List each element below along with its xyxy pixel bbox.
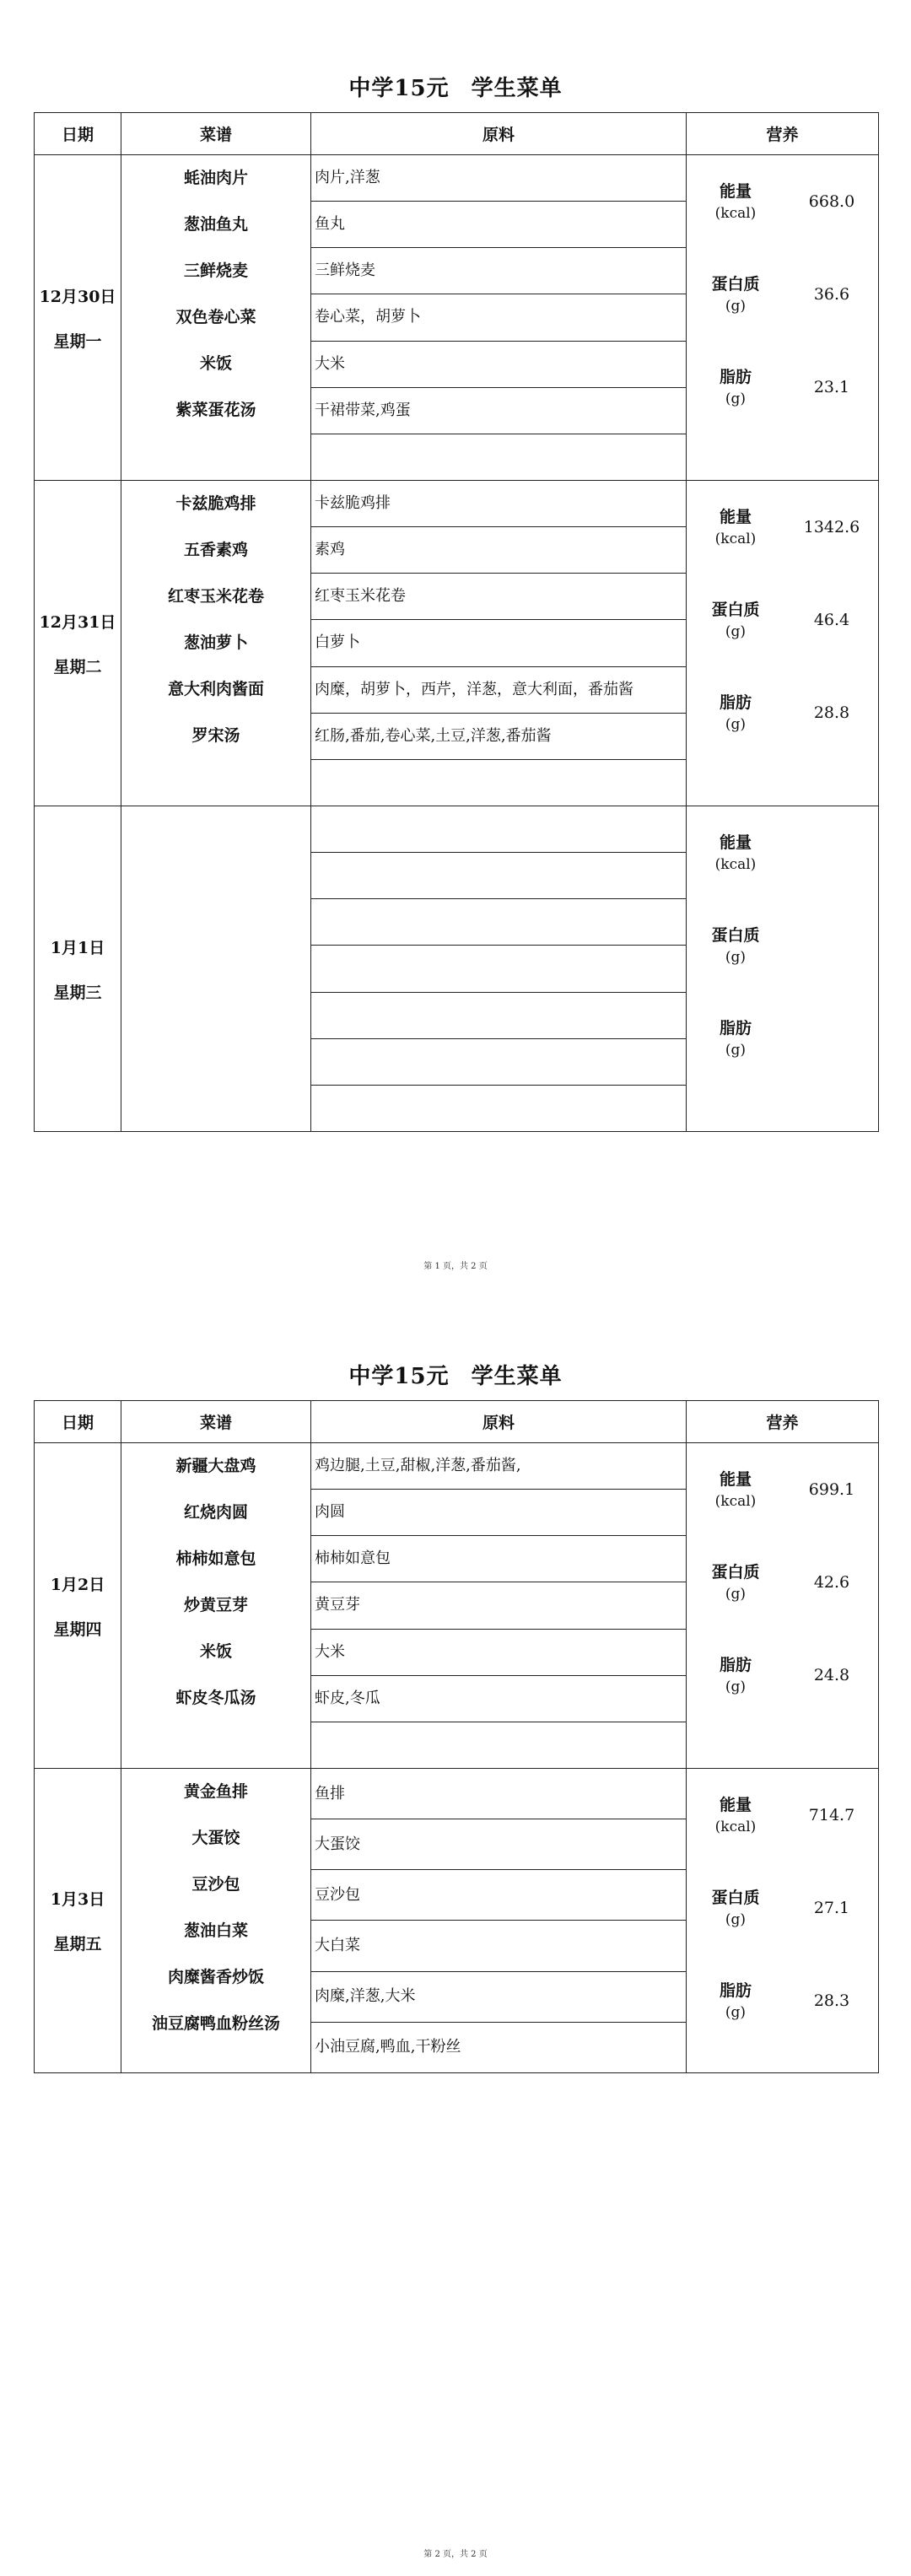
- fat-label: 脂肪 (g): [719, 368, 752, 407]
- dish-name: 黄金鱼排: [183, 1782, 248, 1801]
- energy-label: 能量 (kcal): [714, 1470, 757, 1510]
- ingredients-cell: 豆沙包: [311, 1870, 687, 1921]
- weekday: 星期二: [53, 657, 102, 676]
- energy-label: 能量 (kcal): [714, 508, 757, 547]
- dish-name: [121, 434, 310, 480]
- ingredients-cell: 肉片,洋葱: [311, 155, 687, 202]
- ingredients-cell: 虾皮,冬瓜: [311, 1675, 687, 1722]
- ingredients-cell: 红肠,番茄,卷心菜,土豆,洋葱,番茄酱: [311, 713, 687, 759]
- ingredients-cell: 大米: [311, 341, 687, 387]
- dish-name: 红枣玉米花卷: [167, 587, 264, 606]
- dish-name: [121, 853, 310, 899]
- header-menu: 菜谱: [121, 113, 311, 155]
- ingredients-cell: [311, 899, 687, 946]
- ingredients-cell: 白萝卜: [311, 620, 687, 666]
- dish-list: [121, 1443, 311, 1769]
- ingredients-cell: 三鲜烧麦: [311, 248, 687, 294]
- header-row: [35, 1401, 879, 1443]
- dish-name: [121, 946, 310, 992]
- fat-value: 23.1: [813, 378, 850, 396]
- ingredients-cell: [311, 434, 687, 480]
- energy-value: 699.1: [808, 1480, 855, 1499]
- date-cell: [35, 481, 121, 806]
- energy-value: 714.7: [808, 1806, 855, 1824]
- protein-label: 蛋白质 (g): [711, 601, 760, 640]
- dish-list: [121, 1769, 311, 2073]
- dish-name: 米饭: [199, 354, 232, 373]
- dish-name: [121, 759, 310, 806]
- ingredients-cell: [311, 759, 687, 806]
- dish-name: 新疆大盘鸡: [175, 1457, 256, 1475]
- energy-label: 能量 (kcal): [714, 1796, 757, 1835]
- date: 1月1日: [50, 938, 105, 957]
- fat-label: 脂肪 (g): [719, 693, 752, 733]
- dish-name: 蚝油肉片: [183, 169, 248, 187]
- protein-value: 36.6: [813, 285, 850, 304]
- dish-name: 红烧肉圆: [183, 1503, 248, 1522]
- ingredients-cell: 大白菜: [311, 1921, 687, 1971]
- header-ingredients: 原料: [311, 1401, 687, 1443]
- fat-value: 28.8: [813, 703, 850, 722]
- protein-label: 蛋白质 (g): [711, 926, 760, 966]
- weekday: 星期三: [53, 983, 102, 1002]
- dish-name: [121, 1085, 310, 1131]
- page-footer: 第 1 页，共 2 页: [423, 1262, 488, 1271]
- dish-name: [121, 806, 310, 853]
- energy-value: 1342.6: [803, 518, 860, 536]
- dish-name: 双色卷心菜: [175, 308, 256, 326]
- ingredients-cell: 大蛋饺: [311, 1819, 687, 1870]
- dish-name: 米饭: [199, 1642, 232, 1661]
- nutrition-cell: [687, 1443, 879, 1769]
- header-ingredients: 原料: [311, 113, 687, 155]
- ingredients-cell: 卷心菜，胡萝卜: [311, 294, 687, 341]
- page-title: 中学15元 学生菜单: [348, 1364, 563, 1389]
- energy-value: 668.0: [808, 192, 855, 211]
- page-footer: 第 2 页，共 2 页: [423, 2550, 488, 2559]
- day-row: [35, 806, 879, 853]
- date: 12月31日: [39, 612, 116, 632]
- dish-list: [121, 155, 311, 481]
- dish-name: 柿柿如意包: [175, 1549, 256, 1568]
- protein-label: 蛋白质 (g): [711, 1563, 760, 1603]
- fat-label: 脂肪 (g): [719, 1981, 752, 2021]
- date-cell: [35, 155, 121, 481]
- dish-name: [121, 992, 310, 1038]
- dish-name: [121, 899, 310, 946]
- nutrition-cell: [687, 155, 879, 481]
- protein-label: 蛋白质 (g): [711, 1889, 760, 1928]
- weekday: 星期五: [53, 1935, 102, 1954]
- header-date: 日期: [35, 1401, 121, 1443]
- dish-name: 大蛋饺: [191, 1829, 240, 1847]
- ingredients-cell: [311, 853, 687, 899]
- fat-value: 24.8: [813, 1666, 850, 1684]
- day-row: [35, 1443, 879, 1490]
- dish-list: [121, 481, 311, 806]
- ingredients-cell: [311, 1085, 687, 1131]
- protein-value: 42.6: [813, 1573, 850, 1592]
- protein-label: 蛋白质 (g): [711, 275, 760, 315]
- date-cell: [35, 1443, 121, 1769]
- dish-name: 葱油白菜: [183, 1921, 248, 1940]
- ingredients-cell: 鸡边腿,土豆,甜椒,洋葱,番茄酱,: [311, 1443, 687, 1490]
- page-2: [0, 1288, 911, 2576]
- dish-name: 葱油鱼丸: [183, 215, 248, 234]
- ingredients-cell: 卡兹脆鸡排: [311, 481, 687, 527]
- dish-list: [121, 806, 311, 1132]
- header-nutrition: 营养: [687, 1401, 879, 1443]
- header-nutrition: 营养: [687, 113, 879, 155]
- fat-value: 28.3: [813, 1991, 850, 2010]
- menu-table: [34, 1400, 879, 2073]
- protein-value: 27.1: [813, 1899, 850, 1917]
- ingredients-cell: [311, 1038, 687, 1085]
- ingredients-cell: 红枣玉米花卷: [311, 574, 687, 620]
- date: 12月30日: [39, 287, 116, 306]
- page-title: 中学15元 学生菜单: [348, 76, 563, 101]
- ingredients-cell: 鱼排: [311, 1769, 687, 1819]
- dish-name: 虾皮冬瓜汤: [175, 1689, 256, 1707]
- menu-table: [34, 112, 879, 1132]
- date-cell: [35, 806, 121, 1132]
- dish-name: 肉糜酱香炒饭: [167, 1968, 264, 1986]
- header-date: 日期: [35, 113, 121, 155]
- weekday: 星期四: [53, 1619, 102, 1639]
- fat-label: 脂肪 (g): [719, 1656, 752, 1695]
- dish-name: 豆沙包: [191, 1875, 240, 1894]
- ingredients-cell: 大米: [311, 1629, 687, 1675]
- dish-name: [121, 1722, 310, 1768]
- day-row: [35, 1769, 879, 1819]
- dish-name: 卡兹脆鸡排: [175, 494, 256, 513]
- ingredients-cell: [311, 1722, 687, 1768]
- ingredients-cell: 黄豆芽: [311, 1582, 687, 1629]
- ingredients-cell: [311, 992, 687, 1038]
- dish-name: 油豆腐鸭血粉丝汤: [151, 2014, 280, 2033]
- ingredients-cell: 肉糜，胡萝卜，西芹，洋葱，意大利面，番茄酱: [311, 666, 687, 713]
- nutrition-cell: [687, 481, 879, 806]
- dish-name: 炒黄豆芽: [183, 1596, 248, 1614]
- ingredients-cell: 鱼丸: [311, 202, 687, 248]
- day-row: [35, 155, 879, 202]
- ingredients-cell: 干裙带菜,鸡蛋: [311, 387, 687, 434]
- header-menu: 菜谱: [121, 1401, 311, 1443]
- date: 1月2日: [50, 1575, 105, 1594]
- ingredients-cell: 肉圆: [311, 1490, 687, 1536]
- dish-name: 五香素鸡: [183, 541, 248, 559]
- fat-label: 脂肪 (g): [719, 1019, 752, 1059]
- date-cell: [35, 1769, 121, 2073]
- dish-name: 意大利肉酱面: [167, 680, 264, 698]
- energy-label: 能量 (kcal): [714, 833, 757, 873]
- nutrition-cell: [687, 1769, 879, 2073]
- ingredients-cell: [311, 806, 687, 853]
- day-row: [35, 481, 879, 527]
- protein-value: 46.4: [813, 611, 850, 629]
- ingredients-cell: 小油豆腐,鸭血,干粉丝: [311, 2022, 687, 2072]
- nutrition-cell: [687, 806, 879, 1132]
- ingredients-cell: 柿柿如意包: [311, 1536, 687, 1582]
- ingredients-cell: 素鸡: [311, 527, 687, 574]
- dish-name: 罗宋汤: [191, 726, 240, 745]
- dish-name: 紫菜蛋花汤: [175, 401, 256, 419]
- dish-name: 葱油萝卜: [183, 633, 248, 652]
- header-row: [35, 113, 879, 155]
- date: 1月3日: [50, 1890, 105, 1909]
- weekday: 星期一: [53, 331, 102, 351]
- dish-name: 三鲜烧麦: [183, 261, 248, 280]
- ingredients-cell: [311, 946, 687, 992]
- energy-label: 能量 (kcal): [714, 182, 757, 222]
- ingredients-cell: 肉糜,洋葱,大米: [311, 1971, 687, 2022]
- dish-name: [121, 1038, 310, 1085]
